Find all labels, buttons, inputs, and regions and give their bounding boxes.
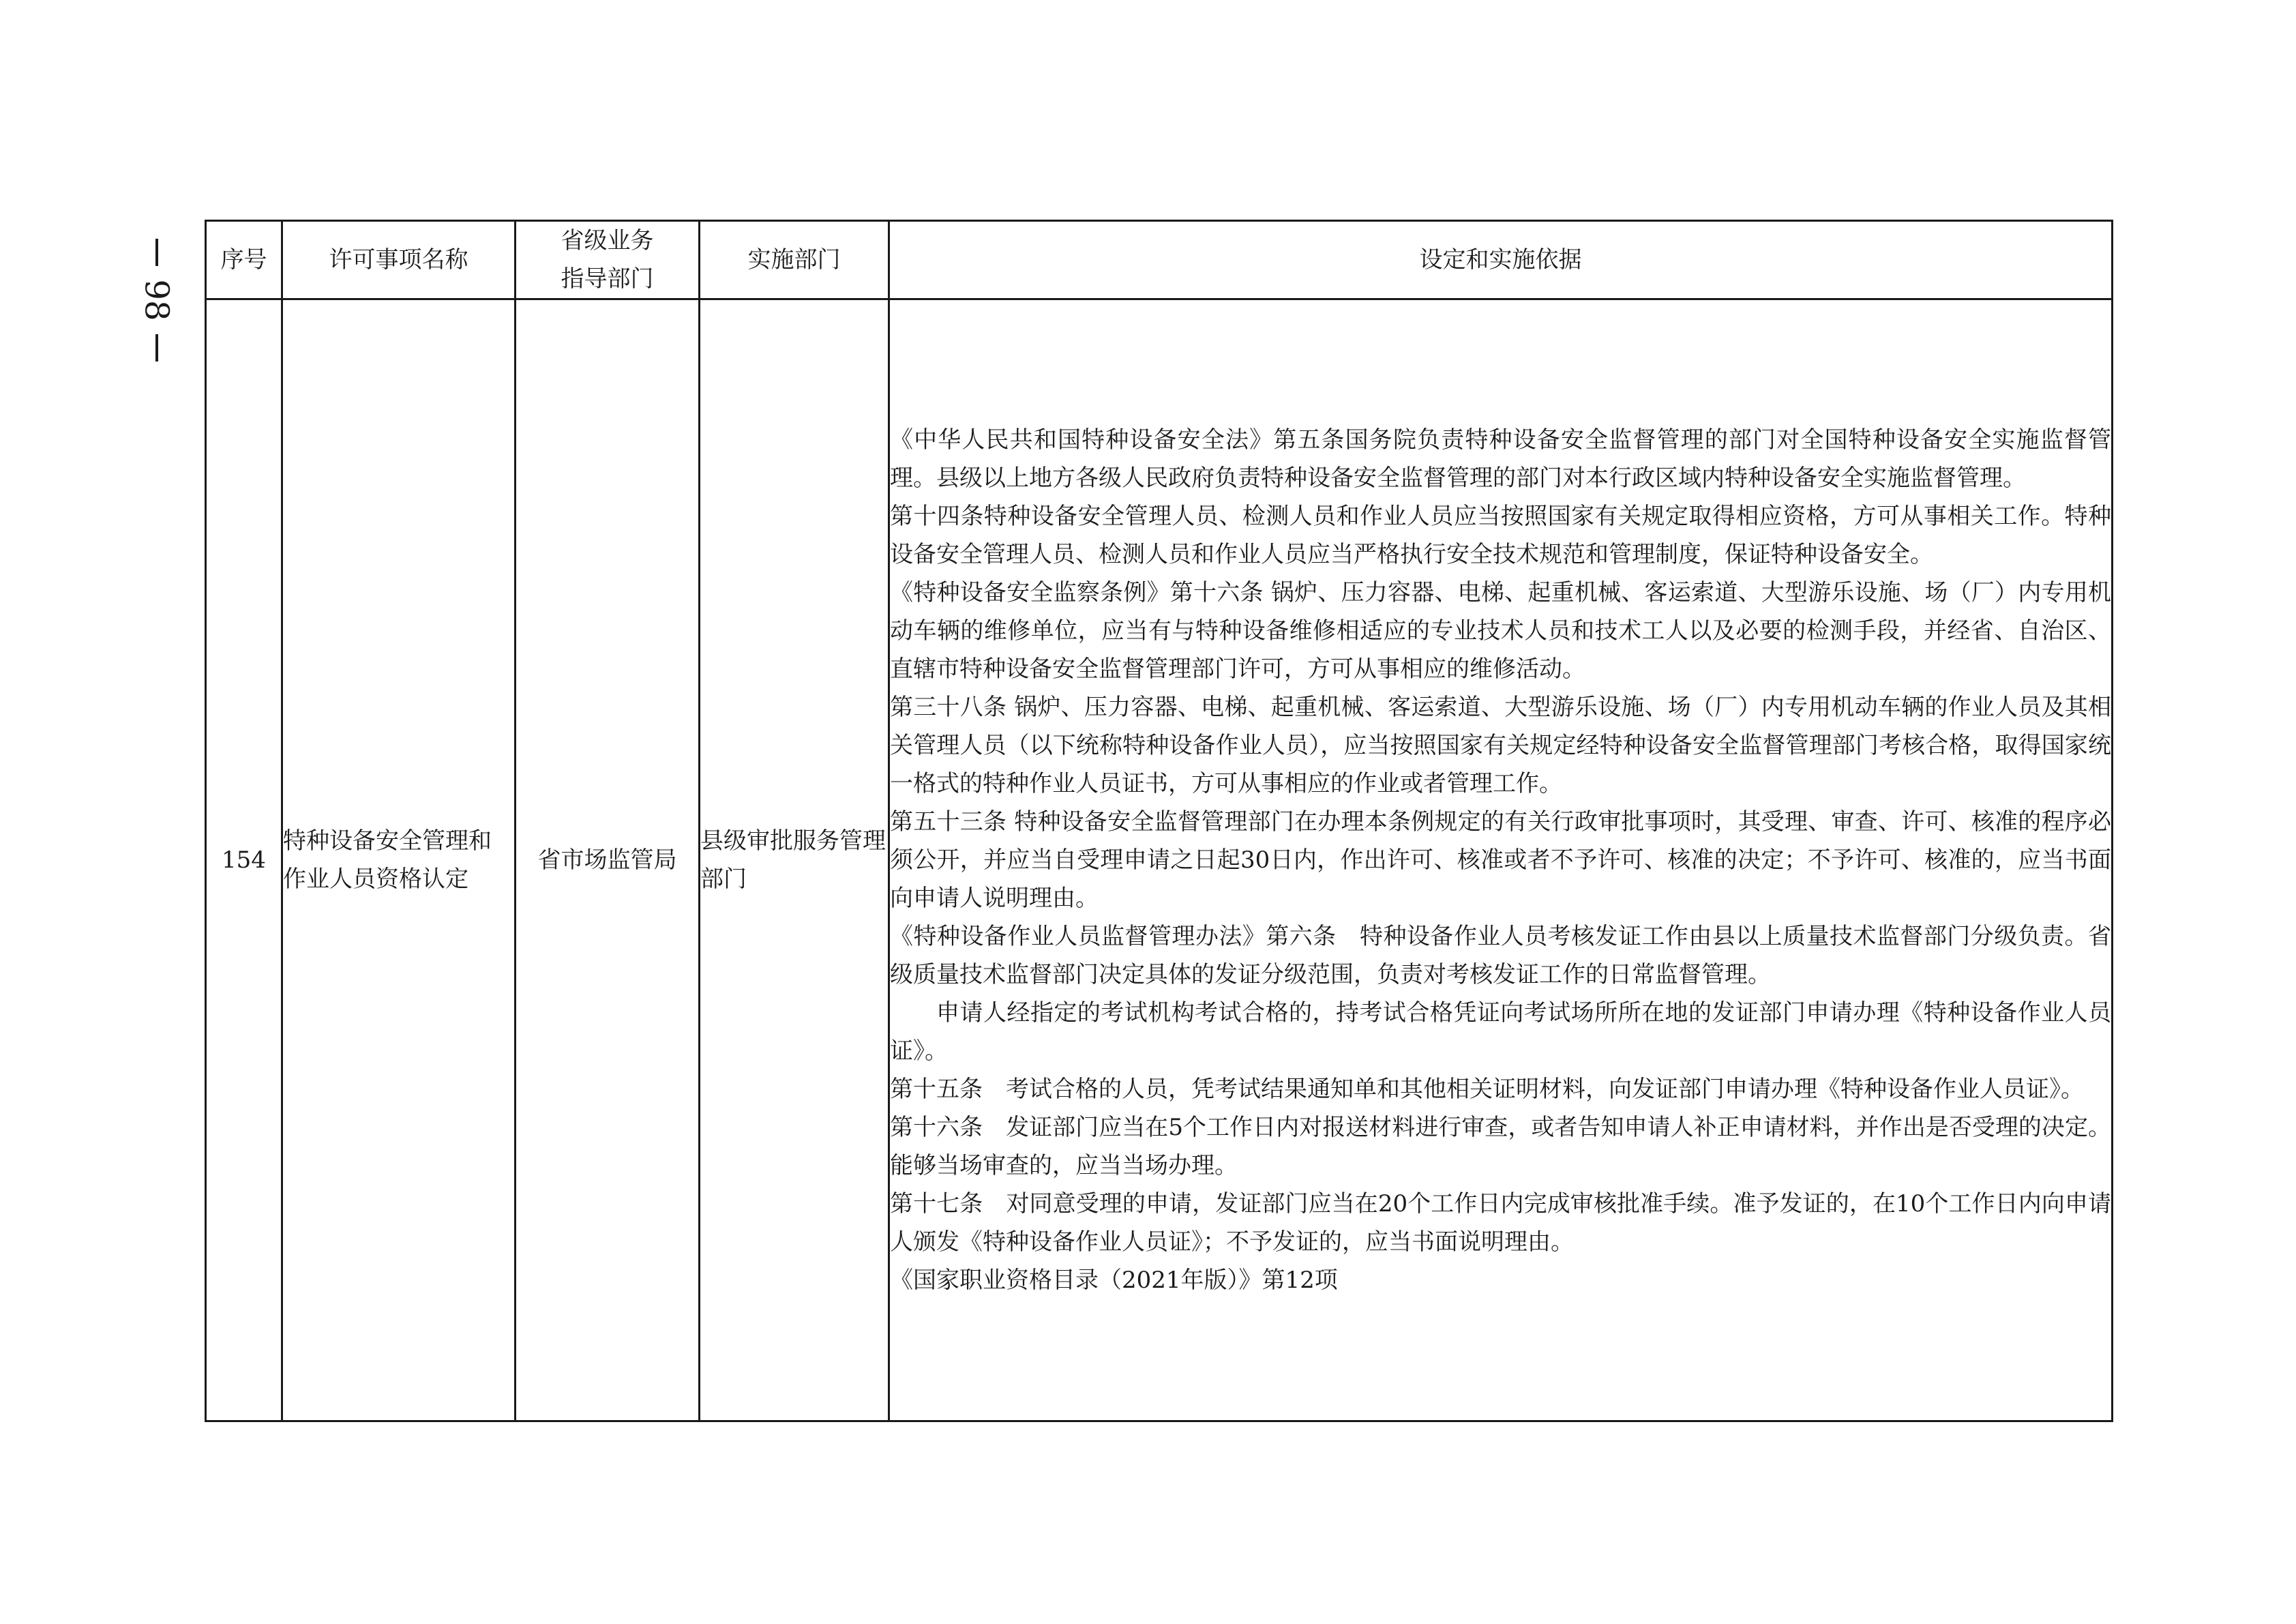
header-provincial-dept: [516, 221, 700, 299]
basis-paragraph: 申请人经指定的考试机构考试合格的，持考试合格凭证向考试场所所在地的发证部门申请办理《特种设备作业人员证》。: [890, 999, 2111, 1065]
cell-basis: [889, 299, 2113, 1421]
page-number: [130, 218, 184, 382]
header-seq: [206, 221, 282, 299]
basis-paragraph: 第五十三条 特种设备安全监督管理部门在办理本条例规定的有关行政审批事项时，其受理、审查、许可、核准的程序必须公开，并应当自受理申请之日起30日内，作出许可、核准或者不予许可、核准的决定；不予许可、核准的，应当书面向申请人说明理由。: [890, 808, 2111, 912]
basis-paragraph: 《中华人民共和国特种设备安全法》第五条国务院负责特种设备安全监督管理的部门对全国特种设备安全实施监督管理。县级以上地方各级人民政府负责特种设备安全监督管理的部门对本行政区域内特种设备安全实施监督管理。: [890, 426, 2111, 492]
header-provincial-dept-text: 省级业务指导部门: [561, 227, 654, 293]
basis-paragraph: 第十六条 发证部门应当在5个工作日内对报送材料进行审查，或者告知申请人补正申请材料，并作出是否受理的决定。能够当场审查的，应当当场办理。: [890, 1114, 2111, 1179]
basis-paragraph: 《特种设备安全监察条例》第十六条 锅炉、压力容器、电梯、起重机械、客运索道、大型游乐设施、场（厂）内专用机动车辆的维修单位，应当有与特种设备维修相适应的专业技术人员和技术工人以及必要的检测手段，并经省、自治区、直辖市特种设备安全监督管理部门许可，方可从事相应的维修活动。: [890, 579, 2111, 683]
page-number-dash-bottom: [155, 334, 158, 361]
header-basis: 设定和实施依据: [889, 221, 2113, 299]
cell-implementing-dept: 县级审批服务管理部门: [700, 299, 889, 1421]
page-number-text: 98: [137, 279, 176, 321]
basis-paragraph: 第十四条特种设备安全管理人员、检测人员和作业人员应当按照国家有关规定取得相应资格，方可从事相关工作。特种设备安全管理人员、检测人员和作业人员应当严格执行安全技术规范和管理制度，保证特种设备安全。: [890, 503, 2111, 568]
basis-paragraph: 《特种设备作业人员监督管理办法》第六条 特种设备作业人员考核发证工作由县以上质量技术监督部门分级负责。省级质量技术监督部门决定具体的发证分级范围，负责对考核发证工作的日常监督管理。: [890, 923, 2111, 988]
basis-paragraph: 第十七条 对同意受理的申请，发证部门应当在20个工作日内完成审核批准手续。准予发证的，在10个工作日内向申请人颁发《特种设备作业人员证》；不予发证的，应当书面说明理由。: [890, 1190, 2111, 1256]
table-header-row: [206, 221, 2113, 299]
cell-provincial-dept: 省市场监管局: [516, 299, 700, 1421]
header-seq-text: 序号: [220, 246, 267, 274]
basis-paragraph: 《国家职业资格目录（2021年版）》第12项: [890, 1267, 1338, 1294]
permit-table: [205, 220, 2113, 1422]
header-implementing-dept: 实施部门: [700, 221, 889, 299]
cell-item-name: 特种设备安全管理和作业人员资格认定: [282, 299, 516, 1421]
cell-seq: 154: [206, 299, 282, 1421]
basis-paragraph: 第三十八条 锅炉、压力容器、电梯、起重机械、客运索道、大型游乐设施、场（厂）内专用机动车辆的作业人员及其相关管理人员（以下统称特种设备作业人员），应当按照国家有关规定经特种设备安全监督管理部门考核合格，取得国家统一格式的特种作业人员证书，方可从事相应的作业或者管理工作。: [890, 694, 2111, 797]
table-row: [206, 299, 2113, 1421]
header-item-name: 许可事项名称: [282, 221, 516, 299]
page-number-dash-top: [155, 239, 158, 266]
basis-paragraph: 第十五条 考试合格的人员，凭考试结果通知单和其他相关证明材料，向发证部门申请办理《特种设备作业人员证》。: [890, 1076, 2084, 1103]
